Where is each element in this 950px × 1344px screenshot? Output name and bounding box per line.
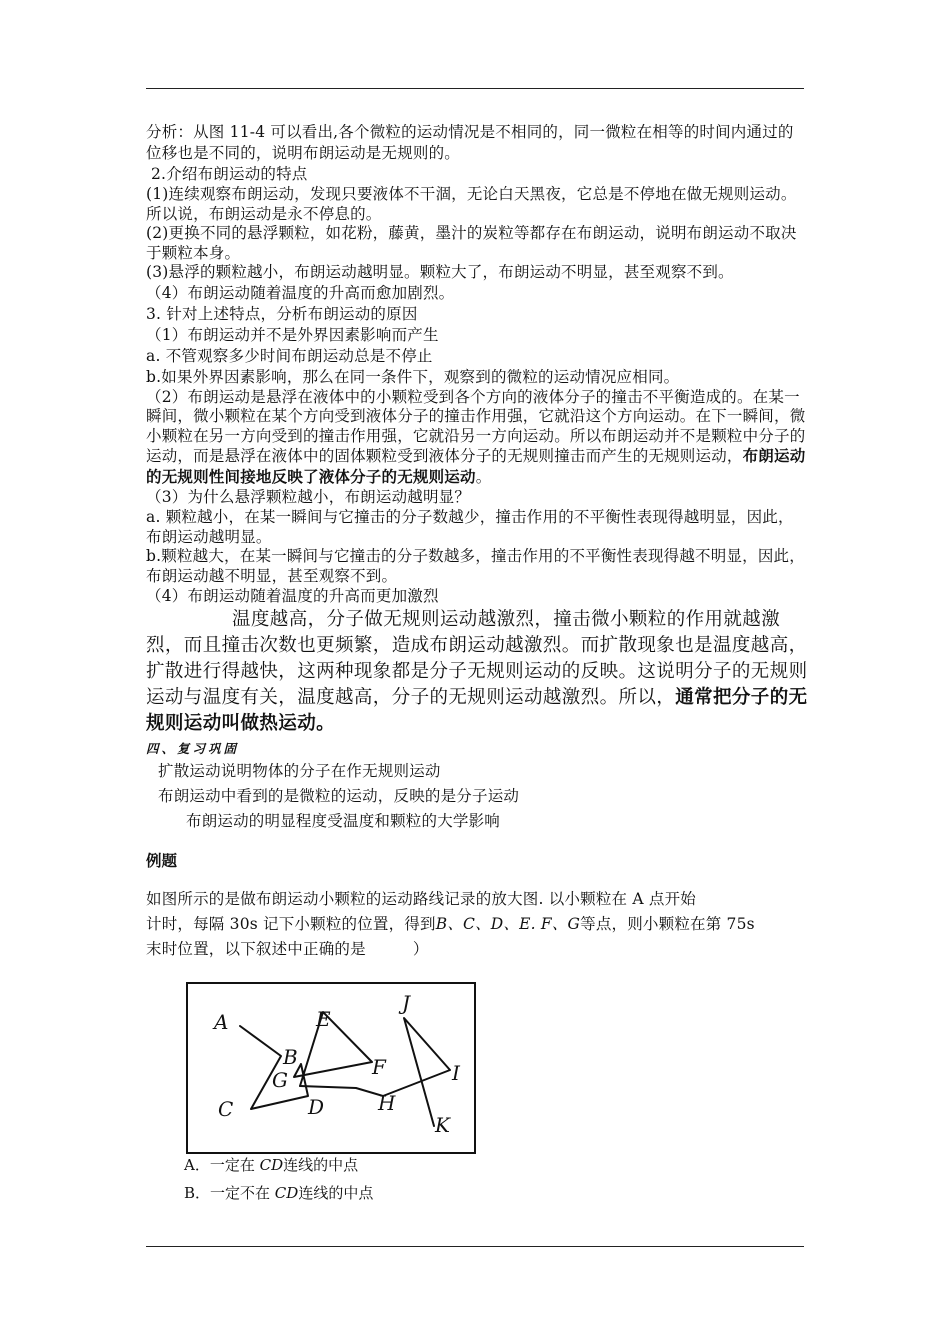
label-c: C — [218, 1097, 234, 1121]
section-3-sub-2-emphasis: 布朗运动的无规则性间接地反映了液体分子的无规则运动 — [146, 446, 806, 486]
label-b: B — [283, 1045, 298, 1069]
example-points: B、C、D、E. F、G — [435, 915, 581, 933]
section-3-sub-2-text: （2）布朗运动是悬浮在液体中的小颗粒受到各个方向的液体分子的撞击不平衡造成的。在某一瞬间，微小颗粒在某个方向受到液体分子的撞击作用强，它就沿这个方向运动。在下一瞬间，微小颗粒在另一方向受到的撞击作用强，它就沿另一方向运动。所以布朗运动并不是颗粒中分子的运动，而是悬浮在液体中的固体颗粒受到液体分子的无规则撞击而产生的无规则运动， — [146, 387, 806, 465]
option-a-post: 连线的中点 — [283, 1156, 359, 1174]
section-2-title: 2.介绍布朗运动的特点 — [151, 165, 308, 183]
bottom-rule — [146, 1246, 804, 1247]
review-item-1: 扩散运动说明物体的分子在作无规则运动 — [158, 762, 441, 780]
section-3-sub-3-a: a. 颗粒越小，在某一瞬间与它撞击的分子数越少，撞击作用的不平衡性表现得越明显，因此，布朗运动越明显。 — [146, 508, 794, 546]
document-body — [146, 122, 808, 962]
label-j: J — [402, 991, 411, 1015]
example-line-2-post: 等点，则小颗粒在第 75s — [580, 915, 755, 933]
example-line-3: 末时位置，以下叙述中正确的是 ） — [146, 940, 429, 958]
label-f: F — [372, 1055, 386, 1079]
brownian-path-svg — [188, 984, 474, 1152]
section-3-sub-2-end: 。 — [475, 467, 492, 486]
section-2-item-4: （4）布朗运动随着温度的升高而愈加剧烈。 — [146, 283, 455, 302]
label-h: H — [378, 1091, 396, 1115]
option-a-points: CD — [259, 1156, 284, 1174]
label-e: E — [316, 1007, 331, 1031]
option-b — [184, 1182, 373, 1203]
section-3-sub-3: （3）为什么悬浮颗粒越小，布朗运动越明显？ — [146, 488, 471, 506]
brownian-path-figure — [186, 982, 476, 1154]
top-rule — [146, 88, 804, 89]
section-2-item-3: (3)悬浮的颗粒越小，布朗运动越明显。颗粒大了，布朗运动不明显，甚至观察不到。 — [146, 263, 734, 281]
section-3-item-a: a. 不管观察多少时间布朗运动总是不停止 — [146, 346, 433, 365]
section-2-item-1: (1)连续观察布朗运动，发现只要液体不干涸，无论白天黑夜，它总是不停地在做无规则运动。所以说，布朗运动是永不停息的。 — [146, 185, 797, 223]
section-3-sub-1: （1）布朗运动并不是外界因素影响而产生 — [146, 325, 439, 344]
option-a-pre: A．一定在 — [184, 1156, 260, 1174]
option-b-pre: B．一定不在 — [184, 1184, 275, 1202]
example-line-2-pre: 计时，每隔 30s 记下小颗粒的位置，得到 — [146, 915, 436, 933]
label-i: I — [452, 1061, 460, 1085]
label-a: A — [214, 1010, 229, 1034]
review-item-2: 布朗运动中看到的是微粒的运动，反映的是分子运动 — [158, 787, 520, 805]
option-b-post: 连线的中点 — [298, 1184, 374, 1202]
temperature-emphasis: 通常把分子的无规则运动叫做热运动。 — [146, 687, 808, 734]
temperature-text: 温度越高，分子做无规则运动越激烈，撞击微小颗粒的作用就越激烈，而且撞击次数也更频繁，造成布朗运动越激烈。而扩散现象也是温度越高，扩散进行得越快，这两种现象都是分子无规则运动的反映。这说明分子的无规则运动与温度有关，温度越高，分子的无规则运动越激烈。所以， — [146, 609, 808, 708]
section-3-sub-3-b: b.颗粒越大，在某一瞬间与它撞击的分子数越多，撞击作用的不平衡性表现得越不明显，因此，布朗运动越不明显，甚至观察不到。 — [146, 547, 805, 585]
option-b-points: CD — [274, 1184, 299, 1202]
option-a — [184, 1154, 358, 1175]
label-g: G — [272, 1068, 288, 1092]
section-3-title: 3. 针对上述特点，分析布朗运动的原因 — [146, 304, 418, 323]
section-3-item-b: b.如果外界因素影响，那么在同一条件下，观察到的微粒的运动情况应相同。 — [146, 367, 680, 386]
section-2-item-2: (2)更换不同的悬浮颗粒，如花粉，藤黄，墨汁的炭粒等都存在布朗运动，说明布朗运动不取决于颗粒本身。 — [146, 224, 797, 262]
example-line-1: 如图所示的是做布朗运动小颗粒的运动路线记录的放大图. 以小颗粒在 A 点开始 — [146, 890, 697, 908]
review-title: 四、复习巩固 — [146, 741, 240, 756]
temperature-paragraph — [146, 607, 808, 737]
example-line-2 — [146, 912, 808, 937]
label-d: D — [308, 1095, 325, 1119]
analysis-paragraph: 分析：从图 11-4 可以看出,各个微粒的运动情况是不相同的，同一微粒在相等的时间内通过的位移也是不同的，说明布朗运动是无规则的。 — [146, 123, 794, 162]
example-title: 例题 — [146, 851, 178, 870]
section-3-sub-4: （4）布朗运动随着温度的升高而更加激烈 — [146, 587, 439, 605]
label-k: K — [435, 1113, 450, 1137]
section-3-sub-2 — [146, 388, 808, 488]
review-item-3: 布朗运动的明显程度受温度和颗粒的大学影响 — [186, 812, 501, 830]
path-a-to-g — [240, 1012, 372, 1109]
